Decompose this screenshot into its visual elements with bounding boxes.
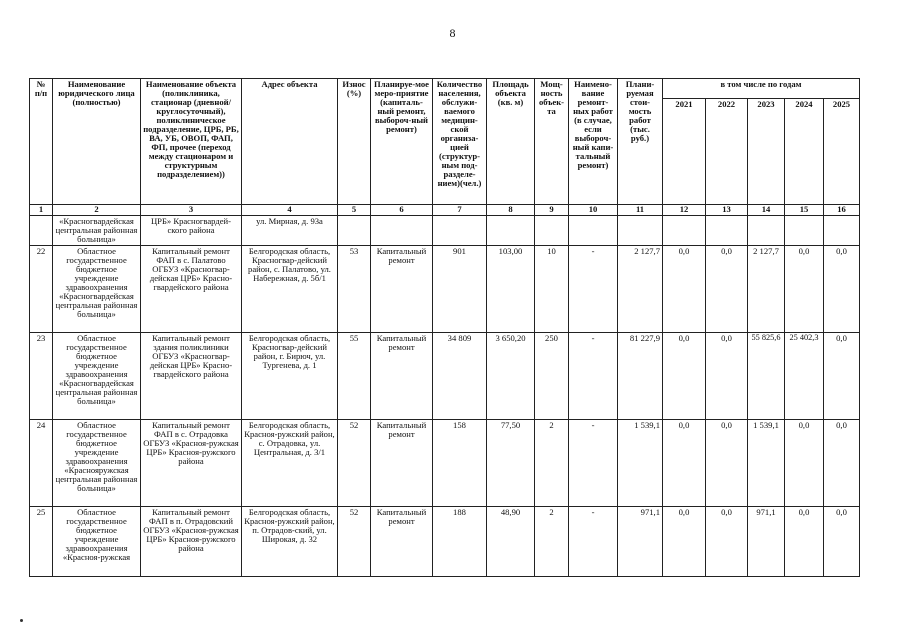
column-number: 5	[338, 205, 371, 216]
header-legal-entity: Наименование юридического лица (полностью)	[53, 79, 141, 205]
column-number: 1	[30, 205, 53, 216]
column-number: 7	[433, 205, 487, 216]
cell-planned-cost: 971,1	[618, 507, 663, 577]
cell-wear: 52	[338, 507, 371, 577]
cell-legal-entity: Областное государственное бюджетное учреждение здравоохранения «Краснояружская центральная районная больница»	[53, 420, 141, 507]
cell-year-2022: 0,0	[706, 333, 748, 420]
header-planned-cost: Плани-руемая стои-мость работ (тыс. руб.)	[618, 79, 663, 205]
cell-object-name: ЦРБ» Красногвардей-ского района	[141, 216, 242, 246]
cell-planned-event	[371, 216, 433, 246]
cell-year-2025: 0,0	[824, 507, 860, 577]
cell-legal-entity: Областное государственное бюджетное учреждение здравоохранения «Красногвардейская центральная районная больница»	[53, 333, 141, 420]
header-planned-event: Планируе-мое меро-приятие (капиталь-ный ремонт, выбороч-ный ремонт)	[371, 79, 433, 205]
cell-legal-entity: Областное государственное бюджетное учреждение здравоохранения «Красногвардейская центральная районная больница»	[53, 246, 141, 333]
column-number: 10	[569, 205, 618, 216]
header-address: Адрес объекта	[242, 79, 338, 205]
cell-population: 188	[433, 507, 487, 577]
table-row	[30, 333, 860, 420]
cell-repair-name: -	[569, 420, 618, 507]
cell-capacity	[535, 216, 569, 246]
header-year-2025: 2025	[824, 99, 860, 205]
header-year-2022: 2022	[706, 99, 748, 205]
cell-planned-event: Капитальный ремонт	[371, 246, 433, 333]
cell-year-2024: 0,0	[785, 420, 824, 507]
repair-program-table	[29, 78, 860, 577]
cell-year-2023	[748, 216, 785, 246]
cell-year-2023: 971,1	[748, 507, 785, 577]
cell-planned-cost: 81 227,9	[618, 333, 663, 420]
cell-year-2025	[824, 216, 860, 246]
header-area: Площадь объекта (кв. м)	[487, 79, 535, 205]
cell-year-2021: 0,0	[663, 246, 706, 333]
column-number: 14	[748, 205, 785, 216]
cell-num: 24	[30, 420, 53, 507]
cell-legal-entity: «Красногвардейская центральная районная больница»	[53, 216, 141, 246]
cell-capacity: 250	[535, 333, 569, 420]
cell-year-2021: 0,0	[663, 420, 706, 507]
header-capacity: Мощ-ность объек-та	[535, 79, 569, 205]
cell-address: ул. Мирная, д. 93а	[242, 216, 338, 246]
cell-population	[433, 216, 487, 246]
cell-year-2024: 25 402,3	[785, 333, 824, 420]
cell-repair-name: -	[569, 333, 618, 420]
cell-year-2022: 0,0	[706, 507, 748, 577]
cell-num	[30, 216, 53, 246]
column-number: 11	[618, 205, 663, 216]
cell-population: 34 809	[433, 333, 487, 420]
cell-capacity: 2	[535, 507, 569, 577]
column-numbers-row	[30, 205, 860, 216]
header-object-name: Наименование объекта (поликлиника, стационар (дневной/ круглосуточный), поликлиническое подразделение, ЦРБ, РБ, ВА, УБ, ОВОП, ФАП, ФП, прочее (переход между стационаром и структурным подразделением))	[141, 79, 242, 205]
cell-planned-event: Капитальный ремонт	[371, 333, 433, 420]
cell-year-2021: 0,0	[663, 507, 706, 577]
header-population: Количество населения, обслужи-ваемого медицин-ской организа-цией (структур-ным под-разделе-нием)(чел.)	[433, 79, 487, 205]
cell-planned-cost: 1 539,1	[618, 420, 663, 507]
cell-year-2024: 0,0	[785, 246, 824, 333]
cell-area: 77,50	[487, 420, 535, 507]
cell-year-2021	[663, 216, 706, 246]
cell-year-2023: 55 825,6	[748, 333, 785, 420]
cell-year-2023: 1 539,1	[748, 420, 785, 507]
cell-year-2022: 0,0	[706, 246, 748, 333]
table-row	[30, 420, 860, 507]
header-wear: Износ (%)	[338, 79, 371, 205]
column-number: 3	[141, 205, 242, 216]
cell-repair-name: -	[569, 507, 618, 577]
cell-area: 103,00	[487, 246, 535, 333]
cell-object-name: Капитальный ремонт здания поликлиники ОГБУЗ «Красногвар-дейская ЦРБ» Красно-гвардейского района	[141, 333, 242, 420]
column-number: 2	[53, 205, 141, 216]
header-year-2021: 2021	[663, 99, 706, 205]
cell-planned-event: Капитальный ремонт	[371, 507, 433, 577]
cell-wear: 52	[338, 420, 371, 507]
cell-year-2022: 0,0	[706, 420, 748, 507]
cell-area	[487, 216, 535, 246]
cell-capacity: 10	[535, 246, 569, 333]
cell-object-name: Капитальный ремонт ФАП в с. Палатово ОГБУЗ «Красногвар-дейская ЦРБ» Красно-гвардейского района	[141, 246, 242, 333]
cell-year-2025: 0,0	[824, 246, 860, 333]
cell-address: Белгородская область, Красногвар-дейский район, с. Палатово, ул. Набережная, д. 5б/1	[242, 246, 338, 333]
cell-num: 22	[30, 246, 53, 333]
cell-wear: 53	[338, 246, 371, 333]
cell-year-2025: 0,0	[824, 420, 860, 507]
header-num: № п/п	[30, 79, 53, 205]
cell-object-name: Капитальный ремонт ФАП в с. Отрадовка ОГБУЗ «Красноя-ружская ЦРБ» Красноя-ружского района	[141, 420, 242, 507]
page-number: 8	[449, 26, 456, 40]
cell-capacity: 2	[535, 420, 569, 507]
cell-planned-event: Капитальный ремонт	[371, 420, 433, 507]
table-row	[30, 216, 860, 246]
cell-population: 158	[433, 420, 487, 507]
table-row	[30, 246, 860, 333]
cell-population: 901	[433, 246, 487, 333]
header-year-2024: 2024	[785, 99, 824, 205]
cell-repair-name	[569, 216, 618, 246]
cell-num: 25	[30, 507, 53, 577]
cell-wear: 55	[338, 333, 371, 420]
cell-year-2024	[785, 216, 824, 246]
cell-area: 3 650,20	[487, 333, 535, 420]
column-number: 4	[242, 205, 338, 216]
cell-object-name: Капитальный ремонт ФАП в п. Отрадовский ОГБУЗ «Красноя-ружская ЦРБ» Красноя-ружского района	[141, 507, 242, 577]
cell-year-2024: 0,0	[785, 507, 824, 577]
column-number: 9	[535, 205, 569, 216]
cell-planned-cost	[618, 216, 663, 246]
cell-year-2022	[706, 216, 748, 246]
header-repair-name: Наимено-вание ремонт-ных работ (в случае, если выбороч-ный капи-тальный ремонт)	[569, 79, 618, 205]
cell-year-2023: 2 127,7	[748, 246, 785, 333]
column-number: 12	[663, 205, 706, 216]
cell-year-2025: 0,0	[824, 333, 860, 420]
table-row	[30, 507, 860, 577]
scan-speck	[20, 619, 23, 622]
cell-address: Белгородская область, Красноя-ружский район, с. Отрадовка, ул. Центральная, д. 3/1	[242, 420, 338, 507]
header-row	[30, 79, 860, 99]
cell-num: 23	[30, 333, 53, 420]
column-number: 13	[706, 205, 748, 216]
column-number: 6	[371, 205, 433, 216]
header-year-2023: 2023	[748, 99, 785, 205]
cell-planned-cost: 2 127,7	[618, 246, 663, 333]
column-number: 8	[487, 205, 535, 216]
column-number: 16	[824, 205, 860, 216]
cell-year-2021: 0,0	[663, 333, 706, 420]
column-number: 15	[785, 205, 824, 216]
cell-address: Белгородская область, Красногвар-дейский район, г. Бирюч, ул. Тургенева, д. 1	[242, 333, 338, 420]
cell-area: 48,90	[487, 507, 535, 577]
cell-legal-entity: Областное государственное бюджетное учреждение здравоохранения «Красноя-ружская	[53, 507, 141, 577]
cell-address: Белгородская область, Красноя-ружский район, п. Отрадов-ский, ул. Широкая, д. 32	[242, 507, 338, 577]
cell-wear	[338, 216, 371, 246]
header-by-years: в том числе по годам	[663, 79, 860, 99]
cell-repair-name: -	[569, 246, 618, 333]
